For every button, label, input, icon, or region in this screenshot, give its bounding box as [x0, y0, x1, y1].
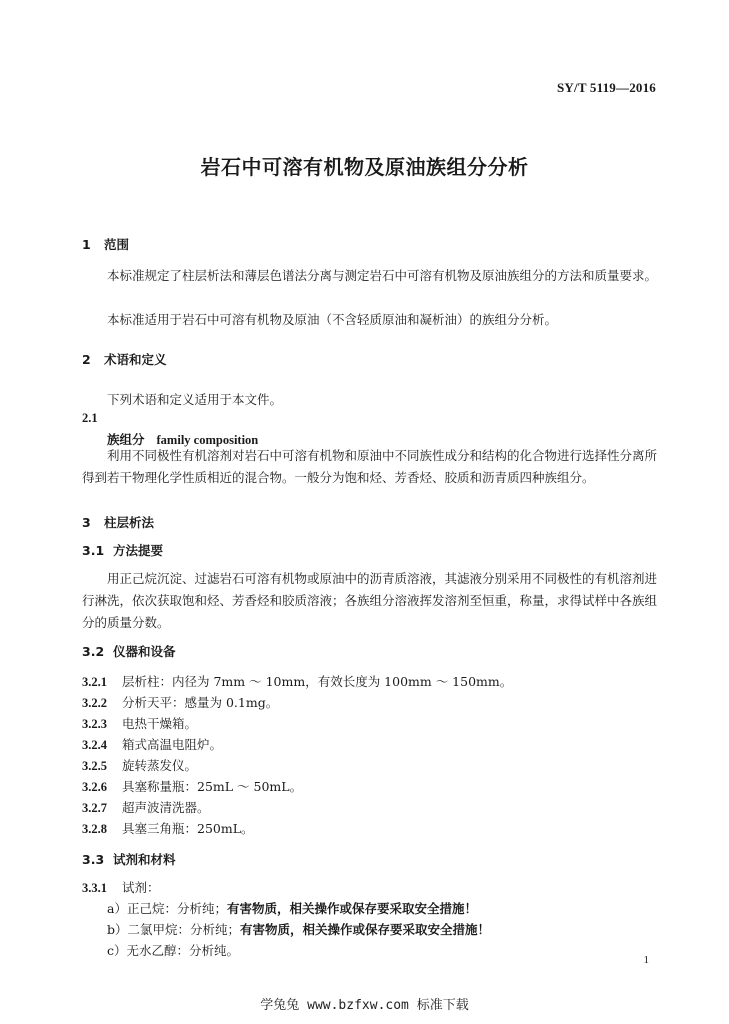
- section-2-heading: [82, 350, 167, 368]
- section-title: 范围: [104, 237, 130, 252]
- hazard-warning: 有害物质，相关操作或保存要采取安全措施！: [240, 922, 491, 937]
- item-text: 箱式高温电阻炉。: [122, 737, 223, 752]
- term-definition: 利用不同极性有机溶剂对岩石中可溶有机物和原油中不同族性成分和结构的化合物进行选择性分离所得到若干物理化学性质相近的混合物。一般分为饱和烃、芳香烃、胶质和沥青质四种族组分。: [82, 448, 658, 485]
- item-text: 分析天平：感量为 0.1mg。: [122, 695, 279, 710]
- item-number: 3.2.1: [82, 675, 107, 689]
- equipment-item: [82, 693, 278, 711]
- subsection-3-3-heading: [82, 850, 176, 868]
- reagent-text: c）无水乙醇：分析纯。: [107, 943, 240, 958]
- item-number: 3.3.1: [82, 881, 107, 895]
- reagent-text: b）二氯甲烷：分析纯；: [107, 922, 241, 937]
- subsection-3-1-heading: [82, 541, 163, 559]
- reagent-text: a）正己烷：分析纯；: [107, 901, 227, 916]
- reagent-list-item: [107, 920, 490, 938]
- item-text: 电热干燥箱。: [122, 716, 198, 731]
- item-text: 具塞称量瓶：25mL ～ 50mL。: [122, 779, 303, 794]
- section-number: 3: [82, 515, 91, 530]
- section-number: 1: [82, 237, 91, 252]
- section-number: 2: [82, 352, 91, 367]
- item-number: 3.2.3: [82, 717, 107, 731]
- equipment-item: [82, 819, 254, 837]
- item-text: 超声波清洗器。: [122, 800, 210, 815]
- subsection-number: 3.3: [82, 852, 105, 867]
- item-number: 3.2.4: [82, 738, 107, 752]
- scope-paragraph-2: 本标准适用于岩石中可溶有机物及原油（不含轻质原油和凝析油）的族组分分析。: [107, 312, 558, 327]
- terms-intro: 下列术语和定义适用于本文件。: [107, 392, 283, 407]
- item-number: 3.2.8: [82, 822, 107, 836]
- item-text: 旋转蒸发仪。: [122, 758, 198, 773]
- hazard-warning: 有害物质，相关操作或保存要采取安全措施！: [226, 901, 477, 916]
- section-3-heading: [82, 513, 154, 531]
- section-1-heading: [82, 235, 129, 253]
- subsection-3-2-heading: [82, 642, 176, 660]
- subsection-title: 试剂和材料: [113, 852, 176, 867]
- method-summary-paragraph: 用正己烷沉淀、过滤岩石可溶有机物或原油中的沥青质溶液，其滤液分别采用不同极性的有机溶剂进行淋洗，依次获取饱和烃、芳香烃和胶质溶液；各族组分溶液挥发溶剂至恒重，称量，求得试样中各族组分的质量分数。: [82, 571, 658, 630]
- equipment-item: [82, 714, 197, 732]
- item-text: 具塞三角瓶：250mL。: [122, 821, 254, 836]
- reagent-item: [82, 878, 160, 896]
- equipment-item: [82, 672, 512, 690]
- subsection-title: 仪器和设备: [113, 644, 176, 659]
- reagent-list-item: [107, 941, 239, 959]
- subsection-title: 方法提要: [113, 543, 164, 558]
- equipment-item: [82, 756, 197, 774]
- scope-paragraph-1: 本标准规定了柱层析法和薄层色谱法分离与测定岩石中可溶有机物及原油族组分的方法和质量要求。: [107, 268, 658, 283]
- section-title: 柱层析法: [104, 515, 155, 530]
- standard-code: SY/T 5119—2016: [557, 80, 656, 95]
- reagent-list-item: [107, 899, 477, 917]
- subsection-number: 3.2: [82, 644, 105, 659]
- item-number: 3.2.7: [82, 801, 107, 815]
- equipment-item: [82, 798, 210, 816]
- equipment-item: [82, 735, 222, 753]
- item-number: 3.2.5: [82, 759, 107, 773]
- subsection-number: 3.1: [82, 543, 105, 558]
- term-number: 2.1: [82, 411, 98, 425]
- term-chinese: 族组分: [107, 432, 145, 447]
- term-english: family composition: [156, 433, 259, 447]
- section-title: 术语和定义: [104, 352, 167, 367]
- item-number: 3.2.6: [82, 780, 107, 794]
- document-title: 岩石中可溶有机物及原油族组分分析: [200, 155, 529, 179]
- equipment-item: [82, 777, 302, 795]
- item-text: 层析柱：内径为 7mm ～ 10mm，有效长度为 100mm ～ 150mm。: [122, 674, 513, 689]
- item-number: 3.2.2: [82, 696, 107, 710]
- item-text: 试剂：: [122, 880, 160, 895]
- footer-watermark-text: 学兔兔 www.bzfxw.com 标准下载: [260, 998, 469, 1013]
- page-number: 1: [643, 954, 649, 966]
